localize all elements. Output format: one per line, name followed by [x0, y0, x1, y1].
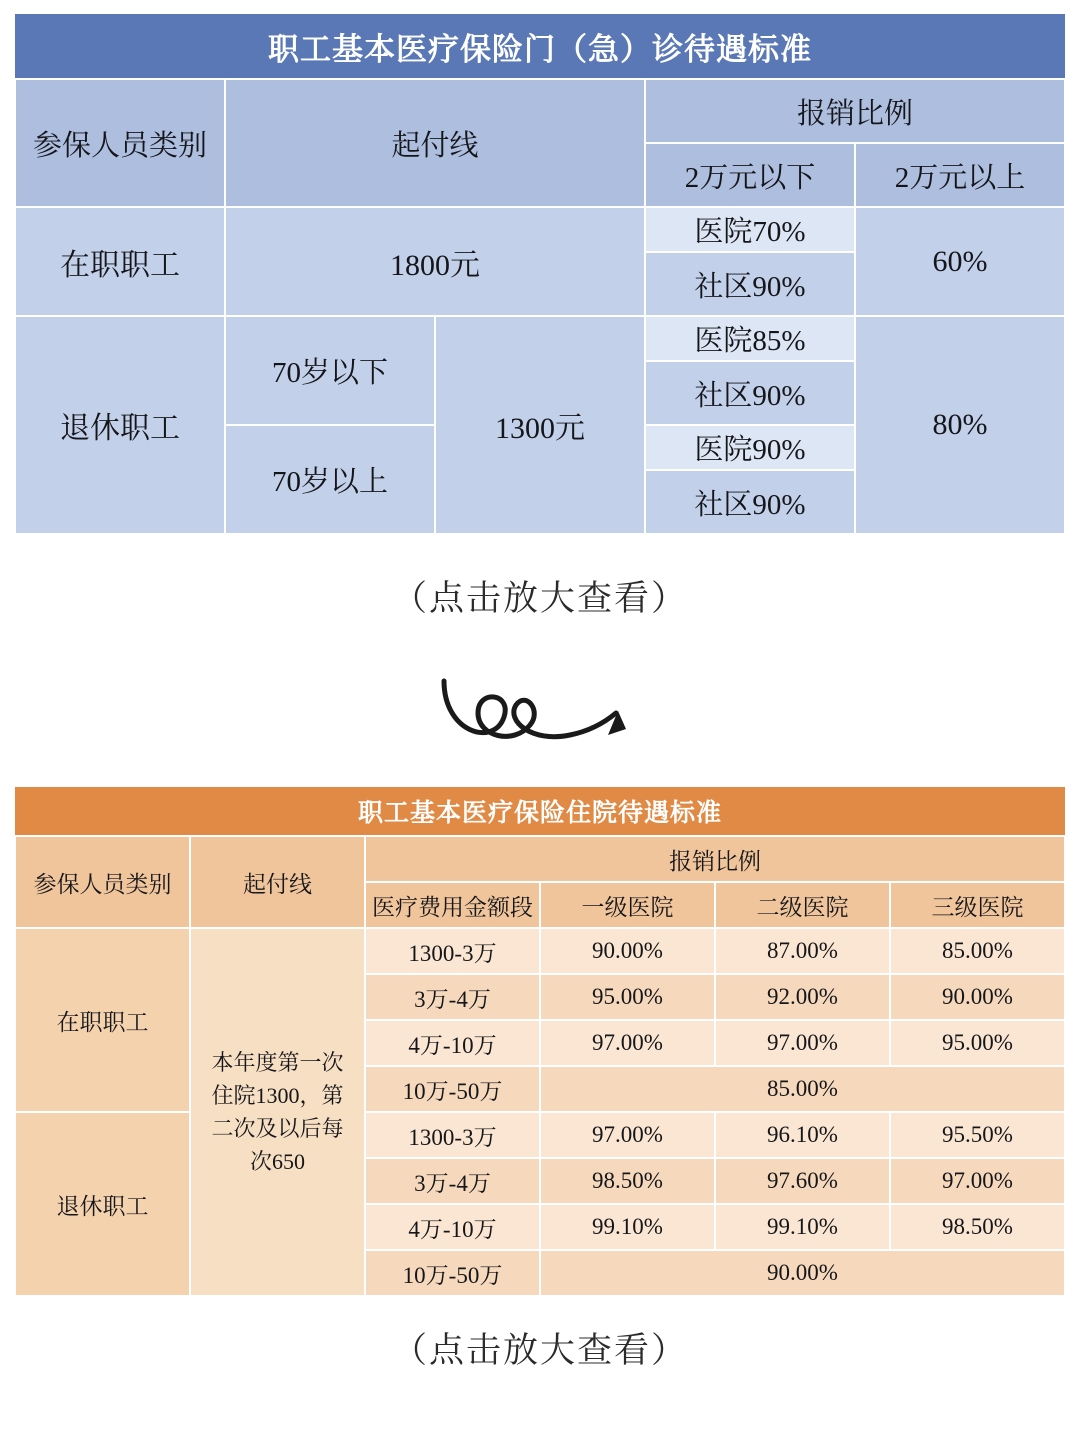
header-level1-hospital: 一级医院 [540, 882, 715, 928]
ratio-over-20k-retired: 80% [855, 316, 1065, 534]
outpatient-table-title: 职工基本医疗保险门（急）诊待遇标准 [15, 14, 1065, 79]
table-row [15, 316, 1065, 361]
document-page [0, 14, 1080, 1439]
ratio-level2-cell: 97.60% [715, 1158, 890, 1204]
ratio-level3-cell: 95.00% [890, 1020, 1065, 1066]
curly-arrow-down-icon [430, 667, 650, 757]
category-retired-employee: 退休职工 [15, 316, 225, 534]
ratio-level3-cell: 95.50% [890, 1112, 1065, 1158]
age-group-over-70: 70岁以上 [225, 425, 435, 534]
ratio-level1-cell: 97.00% [540, 1112, 715, 1158]
header-deductible: 起付线 [225, 79, 645, 207]
outpatient-table-block [14, 14, 1066, 535]
outpatient-table [14, 14, 1066, 535]
inpatient-header-row-1 [15, 836, 1065, 882]
inpatient-table-block [14, 787, 1066, 1297]
header-reimbursement-ratio: 报销比例 [365, 836, 1065, 882]
ratio-level2-cell: 97.00% [715, 1020, 890, 1066]
amount-range-cell: 10万-50万 [365, 1250, 540, 1296]
ratio-cell: 医院90% [645, 425, 855, 470]
ratio-level1-cell: 90.00% [540, 928, 715, 974]
ratio-level2-cell: 92.00% [715, 974, 890, 1020]
ratio-level1-cell: 99.10% [540, 1204, 715, 1250]
header-level3-hospital: 三级医院 [890, 882, 1065, 928]
amount-range-cell: 3万-4万 [365, 974, 540, 1020]
header-amount-range: 医疗费用金额段 [365, 882, 540, 928]
ratio-level2-cell: 99.10% [715, 1204, 890, 1250]
amount-range-cell: 4万-10万 [365, 1204, 540, 1250]
deductible-note: 本年度第一次住院1300，第二次及以后每次650 [190, 928, 365, 1296]
deductible-active-employee: 1800元 [225, 207, 645, 316]
ratio-over-20k-active: 60% [855, 207, 1065, 316]
amount-range-cell: 10万-50万 [365, 1066, 540, 1112]
ratio-level1-cell: 95.00% [540, 974, 715, 1020]
category-active-employee: 在职职工 [15, 207, 225, 316]
ratio-cell: 社区90% [645, 470, 855, 534]
table-row [15, 207, 1065, 252]
table-row [15, 928, 1065, 974]
inpatient-table [14, 787, 1066, 1297]
header-category: 参保人员类别 [15, 836, 190, 928]
header-deductible: 起付线 [190, 836, 365, 928]
amount-range-cell: 3万-4万 [365, 1158, 540, 1204]
amount-range-cell: 1300-3万 [365, 928, 540, 974]
category-active-employee: 在职职工 [15, 928, 190, 1112]
ratio-cell: 社区90% [645, 252, 855, 316]
ratio-level1-cell: 97.00% [540, 1020, 715, 1066]
header-over-20k: 2万元以上 [855, 143, 1065, 207]
outpatient-header-row-1 [15, 79, 1065, 143]
age-group-under-70: 70岁以下 [225, 316, 435, 425]
inpatient-table-title: 职工基本医疗保险住院待遇标准 [15, 787, 1065, 836]
ratio-all-levels-cell: 85.00% [540, 1066, 1065, 1112]
header-reimbursement-ratio: 报销比例 [645, 79, 1065, 143]
outpatient-title-row [15, 14, 1065, 79]
ratio-level2-cell: 87.00% [715, 928, 890, 974]
header-under-20k: 2万元以下 [645, 143, 855, 207]
inpatient-caption[interactable]: （点击放大查看） [391, 1331, 688, 1370]
category-retired-employee: 退休职工 [15, 1112, 190, 1296]
ratio-cell: 医院85% [645, 316, 855, 361]
amount-range-cell: 1300-3万 [365, 1112, 540, 1158]
ratio-level3-cell: 90.00% [890, 974, 1065, 1020]
ratio-level3-cell: 97.00% [890, 1158, 1065, 1204]
ratio-level1-cell: 98.50% [540, 1158, 715, 1204]
amount-range-cell: 4万-10万 [365, 1020, 540, 1066]
curly-arrow-container [0, 667, 1080, 757]
table-row [15, 1112, 1065, 1158]
ratio-cell: 医院70% [645, 207, 855, 252]
ratio-all-levels-cell: 90.00% [540, 1250, 1065, 1296]
ratio-level3-cell: 85.00% [890, 928, 1065, 974]
outpatient-caption[interactable]: （点击放大查看） [391, 579, 688, 618]
ratio-level2-cell: 96.10% [715, 1112, 890, 1158]
inpatient-title-row [15, 787, 1065, 836]
deductible-retired-employee: 1300元 [435, 316, 645, 534]
ratio-cell: 社区90% [645, 361, 855, 425]
ratio-level3-cell: 98.50% [890, 1204, 1065, 1250]
header-level2-hospital: 二级医院 [715, 882, 890, 928]
header-category: 参保人员类别 [15, 79, 225, 207]
